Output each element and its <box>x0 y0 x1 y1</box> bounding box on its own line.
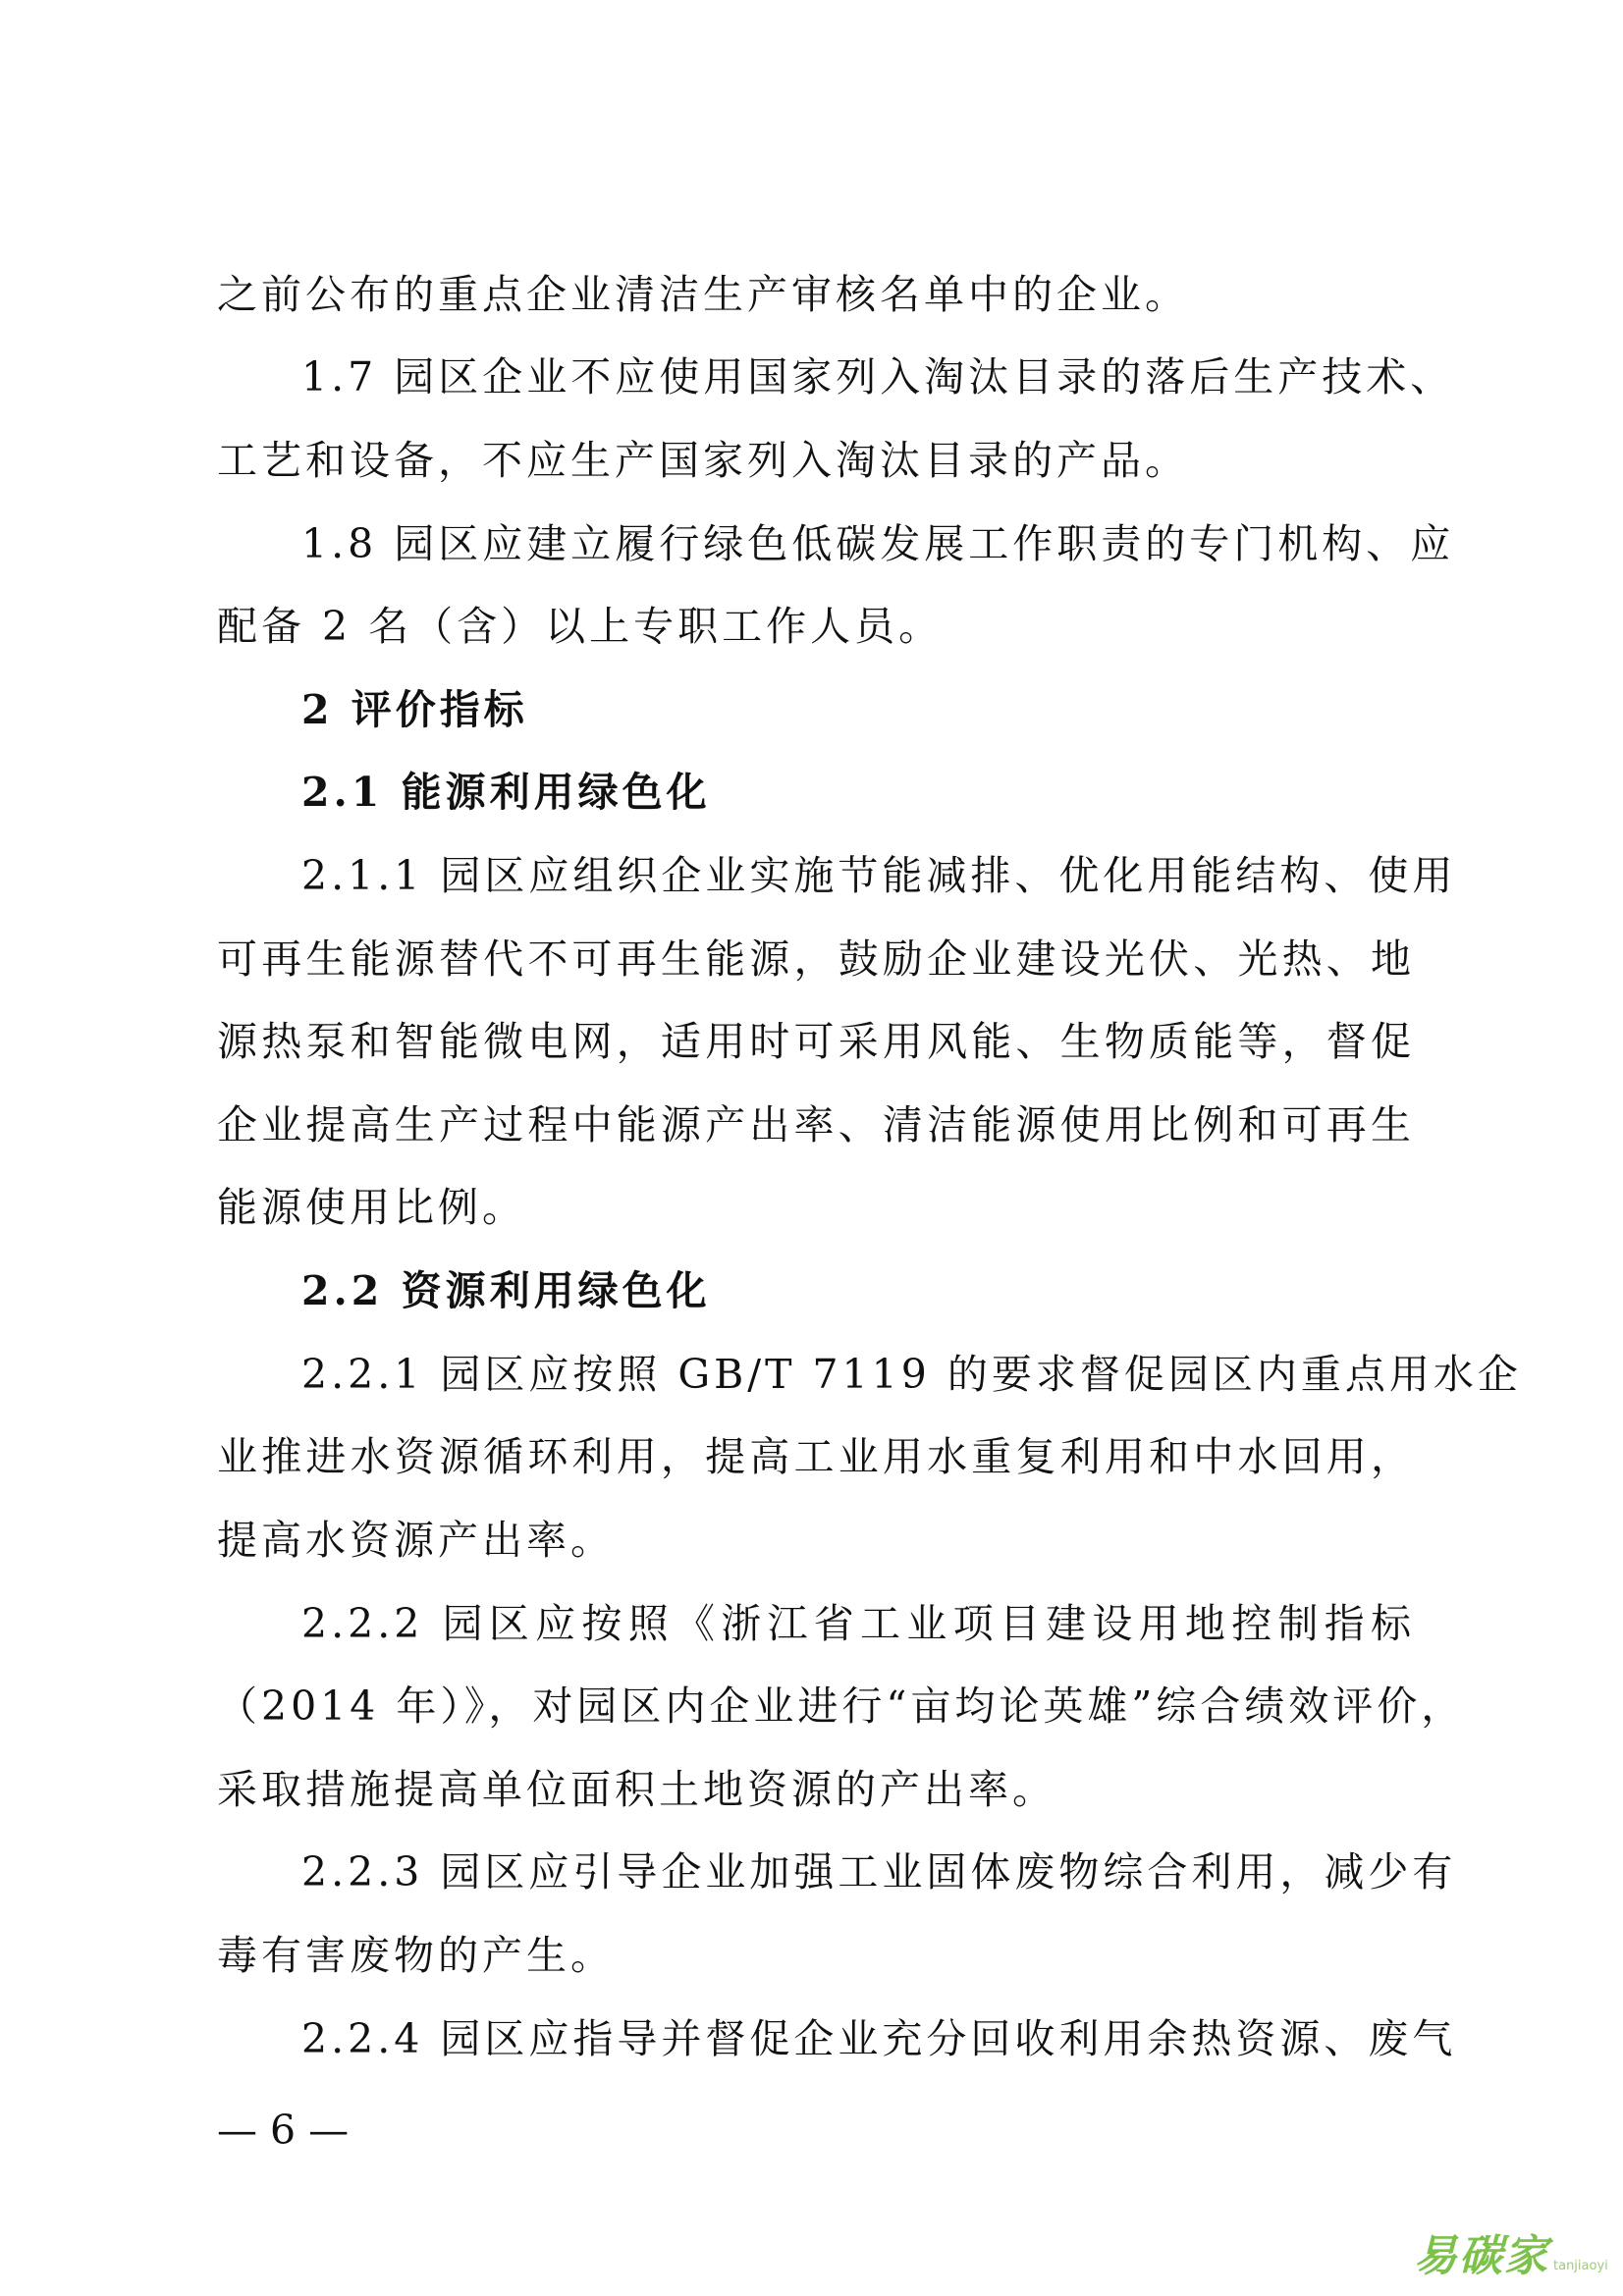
paragraph-line: 2.2.2 园区应按照《浙江省工业项目建设用地控制指标 <box>301 1600 1415 1647</box>
paragraph-line: 毒有害废物的产生。 <box>217 1932 615 1979</box>
watermark-text: 易碳家 <box>1414 2231 1549 2281</box>
paragraph-line: 可再生能源替代不可再生能源，鼓励企业建设光伏、光热、地 <box>217 935 1415 983</box>
paragraph-line: 企业提高生产过程中能源产出率、清洁能源使用比例和可再生 <box>217 1101 1415 1148</box>
paragraph-line: 业推进水资源循环利用，提高工业用水重复利用和中水回用， <box>217 1433 1415 1480</box>
paragraph-line: 配备 2 名（含）以上专职工作人员。 <box>217 603 944 650</box>
paragraph-line: 之前公布的重点企业清洁生产审核名单中的企业。 <box>217 271 1189 318</box>
paragraph-line: 采取措施提高单位面积土地资源的产出率。 <box>217 1766 1056 1813</box>
paragraph-line: 1.7 园区企业不应使用国家列入淘汰目录的落后生产技术、 <box>301 353 1455 400</box>
section-heading: 2 评价指标 <box>301 686 528 733</box>
paragraph-line: 1.8 园区应建立履行绿色低碳发展工作职责的专门机构、应 <box>301 520 1455 567</box>
paragraph-line: 源热泵和智能微电网，适用时可采用风能、生物质能等，督促 <box>217 1018 1415 1065</box>
watermark-subtext: tanjiaoyi <box>1553 2259 1608 2273</box>
subsection-heading: 2.1 能源利用绿色化 <box>301 769 711 816</box>
paragraph-line: 提高水资源产出率。 <box>217 1517 615 1564</box>
watermark-logo <box>1414 2224 1610 2283</box>
paragraph-line: 2.1.1 园区应组织企业实施节能减排、优化用能结构、使用 <box>301 852 1457 899</box>
paragraph-line: 2.2.3 园区应引导企业加强工业固体废物综合利用，减少有 <box>301 1848 1457 1896</box>
subsection-heading: 2.2 资源利用绿色化 <box>301 1267 711 1314</box>
paragraph-line: 2.2.1 园区应按照 GB/T 7119 的要求督促园区内重点用水企 <box>301 1351 1522 1398</box>
paragraph-line: 2.2.4 园区应指导并督促企业充分回收利用余热资源、废气 <box>301 2015 1457 2062</box>
paragraph-line: 能源使用比例。 <box>217 1184 526 1231</box>
page-number: — 6 — <box>217 2107 350 2154</box>
paragraph-line: 工艺和设备，不应生产国家列入淘汰目录的产品。 <box>217 437 1189 484</box>
paragraph-line: （2014 年）》，对园区内企业进行“亩均论英雄”综合绩效评价， <box>217 1682 1466 1730</box>
